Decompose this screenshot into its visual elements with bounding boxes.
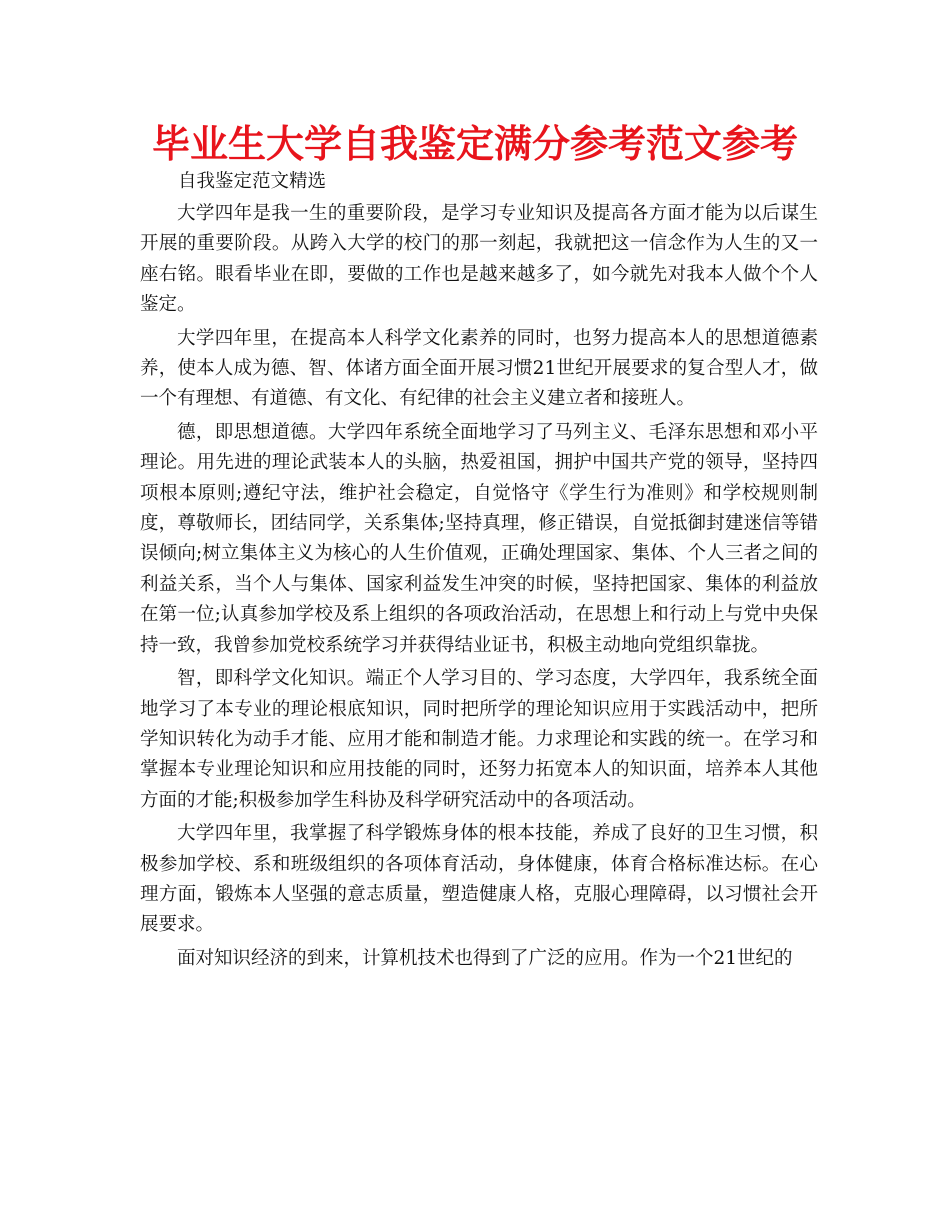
document-subtitle: 自我鉴定范文精选 xyxy=(178,171,327,192)
paragraph-computer: 面对知识经济的到来，计算机技术也得到了广泛的应用。作为一个21世纪的 xyxy=(177,947,793,969)
paragraph-physical: 大学四年里，我掌握了科学锻炼身体的根本技能，养成了良好的卫生习惯，积极参加学校、系和班级组织的各项体育活动，身体健康，体育合格标准达标。在心理方面，锻炼本人坚强的意志质量，塑造健康人格，克服心理障碍，以习惯社会开展要求。 xyxy=(140,823,818,936)
paragraph-overview: 大学四年里，在提高本人科学文化素养的同时，也努力提高本人的思想道德素养，使本人成为德、智、体诸方面全面开展习惯21世纪开展要求的复合型人才，做一个有理想、有道德、有文化、有纪律的社会主义建立者和接班人。 xyxy=(140,327,818,410)
document-body xyxy=(140,199,818,977)
paragraph-morality: 德，即思想道德。大学四年系统全面地学习了马列主义、毛泽东思想和邓小平理论。用先进的理论武装本人的头脑，热爱祖国，拥护中国共产党的领导，坚持四项根本原则;遵纪守法，维护社会稳定，自觉恪守《学生行为准则》和学校规则制度，尊敬师长，团结同学，关系集体;坚持真理，修正错误，自觉抵御封建迷信等错误倾向;树立集体主义为核心的人生价值观，正确处理国家、集体、个人三者之间的利益关系，当个人与集体、国家利益发生冲突的时候，坚持把国家、集体的利益放在第一位;认真参加学校及系上组织的各项政治活动，在思想上和行动上与党中央保持一致，我曾参加党校系统学习并获得结业证书，积极主动地向党组织靠拢。 xyxy=(140,421,818,656)
document-title: 毕业生大学自我鉴定满分参考范文参考 xyxy=(151,122,798,166)
paragraph-intro: 大学四年是我一生的重要阶段，是学习专业知识及提高各方面才能为以后谋生开展的重要阶段。从跨入大学的校门的那一刻起，我就把这一信念作为人生的又一座右铭。眼看毕业在即，要做的工作也是越来越多了，如今就先对我本人做个个人鉴定。 xyxy=(140,203,818,316)
paragraph-knowledge: 智，即科学文化知识。端正个人学习目的、学习态度，大学四年，我系统全面地学习了本专业的理论根底知识，同时把所学的理论知识应用于实践活动中，把所学知识转化为动手才能、应用才能和制造才能。力求理论和实践的统一。在学习和掌握本专业理论知识和应用技能的同时，还努力拓宽本人的知识面，培养本人其他方面的才能;积极参加学生科协及科学研究活动中的各项活动。 xyxy=(140,668,818,811)
